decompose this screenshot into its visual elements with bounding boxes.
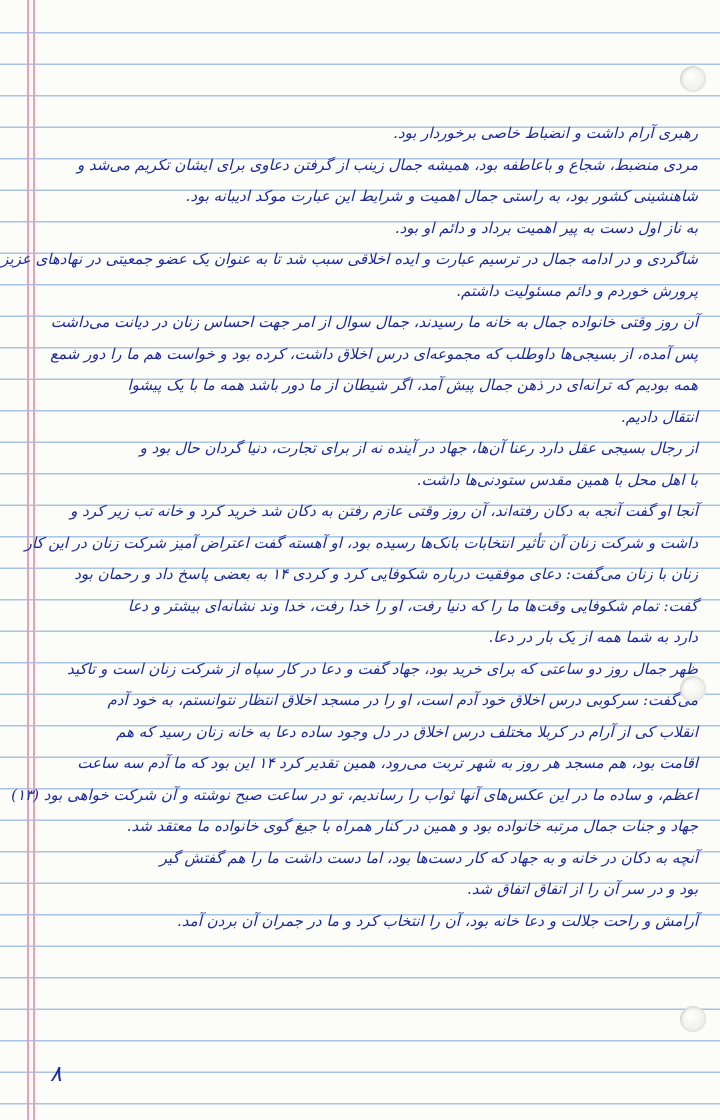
handwritten-text	[1, 118, 698, 937]
text-line: آنجا او گفت آنجه به دکان رفته‌اند، آن روز وقتی عازم رفتن به دکان شد خرید کرد و خانه تب زیر کرد و	[70, 502, 698, 520]
text-line: اعظم، و ساده ما در این عکس‌های آنها ثواب را رساندیم، تو در ساعت صبح نوشته و آن شرکت خواهی بود (۱۳)	[11, 785, 698, 804]
text-line: از رجال بسیجی عقل دارد رعنا آن‌ها، جهاد در آینده نه از برای تجارت، دنیا گردان حال بود و	[139, 439, 698, 457]
text-line: انقلاب کی از آرام در کربلا مختلف درس اخلاق در دل وجود ساده دعا به خانه زنان رسید که هم	[116, 722, 698, 741]
punch-hole-bottom	[680, 1006, 706, 1032]
text-line: همه بودیم که ترانه‌ای در ذهن جمال پیش آمد، اگر شیطان از ما دور باشد همه ما با یک پیشوا	[127, 376, 698, 394]
punch-hole-top	[680, 66, 706, 92]
text-line: شاهنشینی کشور بود، به راستی جمال اهمیت و شرایط این عبارت موکد ادیبانه بود.	[185, 187, 698, 205]
margin-line	[33, 0, 35, 1120]
text-line: ظهر جمال روز دو ساعتی که برای خرید بود، جهاد گفت و دعا در کار سپاه از شرکت زنان است و تاکید	[67, 659, 698, 678]
text-line: رهبری آرام داشت و انضباط خاصی برخوردار بود.	[393, 124, 698, 142]
text-line: می‌گفت: سرکوبی درس اخلاق خود آدم است، او را در مسجد اخلاق انتظار نتوانستم، به خود آدم	[107, 691, 698, 709]
text-line: شاگردی و در ادامه جمال در ترسیم عبارت و ایده اخلاقی سبب شد تا به عنوان یک عضو جمعیتی در نهادهای عزیز	[1, 250, 698, 268]
text-line: زنان با زنان می‌گفت: دعای موفقیت درباره شکوفایی کرد و کردی ۱۴ به بعضی پاسخ داد و رحمان بود	[74, 565, 698, 583]
text-line: آنچه به دکان در خانه و به جهاد که کار دست‌ها بود، اما دست داشت ما را هم گفتش گیر	[159, 848, 698, 867]
text-line: داشت و شرکت زنان آن تأثیر انتخابات بانک‌ها رسیده بود، او آهسته گفت اعتراض آمیز شرکت زنان در این کار	[24, 533, 698, 552]
text-line: دارد به شما همه از یک بار در دعا.	[488, 628, 698, 646]
text-line: جهاد و جنات جمال مرتبه خانواده بود و همین در کنار همراه با جیغ گوی خانواده ما معتقد شد.	[126, 817, 698, 835]
text-line: به ناز اول دست به پیر اهمیت برداد و دائم او بود.	[394, 218, 698, 237]
text-line: اقامت بود، هم مسجد هر روز به شهر تربت می‌رود، همین تقدیر کرد ۱۴ این بود که ما آدم سه ساعت	[77, 754, 698, 772]
text-line: آرامش و راحت جلالت و دعا خانه بود، آن را انتخاب کرد و ما در جمران آن بردن آمد.	[177, 911, 698, 930]
text-line: بود و در سر آن را از اتفاق اتفاق شد.	[466, 880, 698, 898]
text-line: با اهل محل با همین مقدس ستودنی‌ها داشت.	[416, 470, 698, 489]
page-number: ۸	[50, 1062, 62, 1087]
margin-line	[27, 0, 29, 1120]
text-line: مردی منضبط، شجاع و باعاطفه بود، همیشه جمال زینب از گرفتن دعاوی برای ایشان تکریم می‌شد و	[76, 155, 698, 174]
text-line: پرورش خوردم و دائم مسئولیت داشتم.	[456, 281, 698, 300]
text-line: آن روز وقتی خانواده جمال به خانه ما رسیدند، جمال سوال از امر جهت احساس زنان در دیانت می‌داشت	[50, 313, 698, 331]
text-line: گفت: تمام شکوفایی وقت‌ها ما را که دنیا رفت، او را خدا رفت، خدا وند نشانه‌ای بیشتر و دعا	[127, 596, 698, 615]
text-line: انتقال دادیم.	[620, 407, 698, 426]
text-line: پس آمده، از بسیجی‌ها داوطلب که مجموعه‌ای درس اخلاق داشت، کرده بود و خواست هم ما را دور شمع	[50, 344, 698, 363]
